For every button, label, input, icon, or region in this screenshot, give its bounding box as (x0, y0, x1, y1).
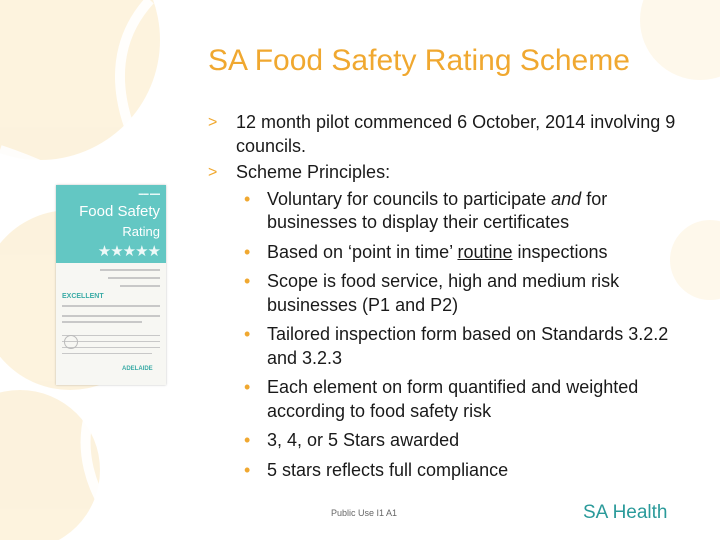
bullet-marker: > (208, 164, 218, 181)
certificate-line (62, 315, 160, 317)
sub-bullet-item (208, 270, 698, 317)
certificate-line (62, 335, 160, 336)
sub-bullet-text: Scope is food service, high and medium risk businesses (P1 and P2) (267, 271, 620, 315)
sub-bullet-marker: • (244, 377, 251, 397)
sub-bullet-text: 5 stars reflects full compliance (267, 459, 509, 480)
sub-bullet-emphasis: and (551, 188, 582, 209)
sub-bullet-text: for businesses to display their certificates (267, 188, 608, 232)
sub-bullet-item (208, 241, 698, 265)
bullet-text: Scheme Principles: (236, 162, 391, 182)
certificate-seal-icon (64, 335, 78, 349)
sub-bullet-text: Voluntary for councils to participate (267, 188, 552, 209)
certificate-line (120, 285, 160, 287)
sub-bullet-item (208, 188, 698, 235)
sub-bullet-item (208, 323, 698, 370)
slide-title: SA Food Safety Rating Scheme (208, 44, 630, 77)
sub-bullet-item (208, 429, 698, 453)
certificate-line (62, 305, 160, 307)
sub-bullet-text: 3, 4, or 5 Stars awarded (267, 430, 460, 450)
sub-bullet-marker: • (244, 324, 251, 344)
sub-bullet-marker: • (244, 241, 251, 262)
certificate-line (62, 321, 142, 323)
sub-bullet-marker: • (244, 271, 251, 291)
classification-label: Public Use I1 A1 (331, 508, 398, 518)
sub-bullet-text: Each element on form quantified and weighted according to food safety risk (267, 377, 639, 421)
sub-bullet-underlined: routine (457, 241, 513, 262)
sub-bullet-text: Based on ‘point in time’ (267, 241, 458, 262)
sub-bullet-item (208, 459, 698, 483)
sub-bullet-text: Tailored inspection form based on Standards 3.2.2 and 3.2.3 (267, 324, 669, 368)
sub-bullet-item (208, 376, 698, 423)
sub-bullet-marker: • (244, 459, 251, 480)
bullet-marker: > (208, 114, 218, 131)
certificate-line (62, 347, 160, 348)
certificate-line (62, 353, 152, 354)
bullet-item (208, 111, 698, 158)
certificate-rating-word: EXCELLENT (62, 293, 104, 300)
certificate-line (100, 269, 160, 271)
certificate-council-logo: ADELAIDE (122, 366, 153, 372)
certificate-top-text: ▬▬ ▬▬ (138, 191, 160, 197)
bullet-item (208, 161, 698, 185)
sub-bullet-marker: • (244, 188, 251, 209)
certificate-line (108, 277, 160, 279)
certificate-subheading: Rating (122, 224, 160, 239)
slide-content (208, 111, 698, 488)
brand-logo-text: SA Health (583, 502, 668, 523)
certificate-image (56, 185, 166, 385)
sub-bullet-marker: • (244, 430, 251, 450)
certificate-stars: ★★★★★ (97, 243, 160, 260)
certificate-heading: Food Safety (79, 203, 160, 220)
sub-bullet-text: inspections (512, 241, 608, 262)
bullet-text: 12 month pilot commenced 6 October, 2014 involving 9 councils. (236, 112, 676, 156)
